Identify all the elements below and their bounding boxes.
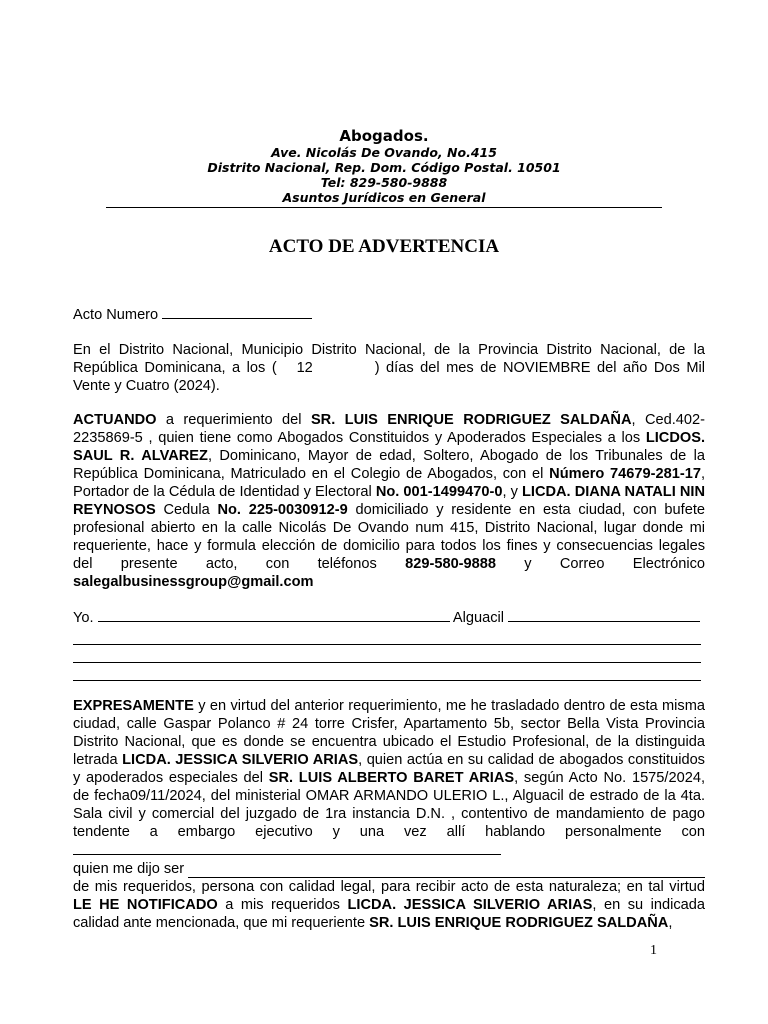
- intro-text-a: En el Distrito Nacional, Municipio Distrito Nacional, de la Provincia Distrito Nacional, de la República Dominicana, a los (: [73, 342, 705, 376]
- yo-label: Yo.: [73, 610, 94, 626]
- paragraph-actuando: [73, 411, 705, 591]
- alguacil-block: [73, 608, 705, 681]
- p3-text-2: , quien actúa en su calidad de abogados constituidos y apoderados especiales del: [73, 752, 705, 786]
- blank-line: [73, 645, 701, 663]
- requeriente-name-2: SR. LUIS ENRIQUE RODRIGUEZ SALDAÑA: [369, 915, 669, 931]
- p2-text-3: , Dominicano, Mayor de edad, Soltero, Abogado de los Tribunales de la República Dominicana, Matriculado en el Colegio de Abogados, con el: [73, 448, 705, 482]
- p2-text-8: y Correo Electrónico: [496, 556, 705, 572]
- cedula-number-2: No. 225-0030912-9: [217, 502, 348, 518]
- blank-line: [73, 663, 701, 681]
- cedula-number-1: No. 001-1499470-0: [375, 484, 503, 500]
- notificado-label: LE HE NOTIFICADO: [73, 897, 218, 913]
- day-value: 12: [296, 360, 313, 376]
- alguacil-label: Alguacil: [452, 610, 504, 626]
- email-address: salegalbusinessgroup@gmail.com: [73, 574, 314, 590]
- firm-phone: Tel: 829-580-9888: [320, 175, 448, 190]
- abogado-name-1: LICDOS. SAUL R. ALVAREZ: [73, 430, 705, 464]
- dijo-label: quien me dijo ser: [73, 861, 185, 877]
- p2-text-4: , Portador de la Cédula de Identidad y Electoral: [73, 466, 705, 500]
- p2-text-7: domiciliado y residente en esta ciudad, con bufete profesional abierto en la calle Nicolás De Ovando num 415, Distrito Nacional, lugar donde mi requeriente, hace y formula elección de domicilio para todos los fines y consecuencias legales del presente acto, con teléfonos: [73, 502, 706, 572]
- p3-text-1: y en virtud del anterior requerimiento, me he trasladado dentro de esta misma ciudad, calle Gaspar Polanco # 24 torre Crisfer, Apartamento 5b, sector Bella Vista Provincia Distrito Nacional, que es donde se encuentra ubicado el Estudio Profesional, de la distinguida letrada: [73, 698, 705, 768]
- blank-line: [73, 627, 701, 645]
- intro-text-b: ) días del mes de NOVIEMBRE del año Dos Mil Vente y Cuatro (2024).: [73, 360, 705, 394]
- p2-text-5: , y: [502, 484, 522, 500]
- letterhead-rule: [106, 207, 662, 208]
- yo-blank: [98, 608, 450, 622]
- p3-text-6: , en su indicada calidad ante mencionada, que mi requeriente: [73, 897, 705, 931]
- acto-numero: [73, 305, 705, 324]
- p3-main: [73, 697, 705, 860]
- firm-name: Abogados.: [339, 127, 429, 145]
- document-title: ACTO DE ADVERTENCIA: [268, 236, 500, 257]
- expresamente-label: EXPRESAMENTE: [73, 698, 194, 714]
- acto-numero-blank: [162, 305, 312, 319]
- matricula-number: Número 74679-281-17: [549, 466, 701, 482]
- p2-text-6: Cedula: [155, 502, 218, 518]
- page-number: 1: [650, 943, 657, 958]
- dijo-line: [73, 860, 705, 878]
- letterhead: [106, 127, 662, 208]
- paragraph-expresamente: [73, 697, 705, 932]
- actuando-label: ACTUANDO: [73, 412, 157, 428]
- p2-text-2: , Ced.402-2235869-5 , quien tiene como Abogados Constituidos y Apoderados Especiales a los: [73, 412, 705, 446]
- requeriente-name: SR. LUIS ENRIQUE RODRIGUEZ SALDAÑA: [310, 412, 632, 428]
- yo-line: [73, 608, 705, 627]
- firm-tagline: Asuntos Jurídicos en General: [282, 190, 486, 205]
- p3-text-7: ,: [668, 915, 673, 931]
- p3-text-3: , según Acto No. 1575/2024, de fecha09/11/2024, del ministerial OMAR ARMANDO ULERIO L., Alguacil de estrado de la 4ta. Sala civil y comercial del juzgado de 1ra instancia D.N. , contentivo de mandamiento de pago tendente a embargo ejecutivo y una vez allí hablando personalmente con: [73, 770, 705, 840]
- sr-baret-name: SR. LUIS ALBERTO BARET ARIAS: [268, 770, 515, 786]
- abogado-name-2: LICDA. DIANA NATALI NIN REYNOSOS: [73, 484, 705, 518]
- licda-name-2: LICDA. JESSICA SILVERIO ARIAS: [347, 897, 593, 913]
- p3-text-5: a mis requeridos: [217, 897, 348, 913]
- acto-numero-label: Acto Numero: [73, 307, 159, 323]
- personalmente-blank: [73, 841, 501, 855]
- p2-text-1: a requerimiento del: [156, 412, 311, 428]
- alguacil-blank: [508, 608, 700, 622]
- phone-number: 829-580-9888: [405, 556, 497, 572]
- firm-city: Distrito Nacional, Rep. Dom. Código Postal. 10501: [207, 160, 561, 175]
- firm-address: Ave. Nicolás De Ovando, No.415: [271, 145, 497, 160]
- p3-text-4: de mis requeridos, persona con calidad legal, para recibir acto de esta naturaleza; en tal virtud: [73, 879, 705, 895]
- paragraph-intro: [73, 341, 705, 395]
- dijo-blank: [188, 864, 705, 878]
- licda-name: LICDA. JESSICA SILVERIO ARIAS: [122, 752, 359, 768]
